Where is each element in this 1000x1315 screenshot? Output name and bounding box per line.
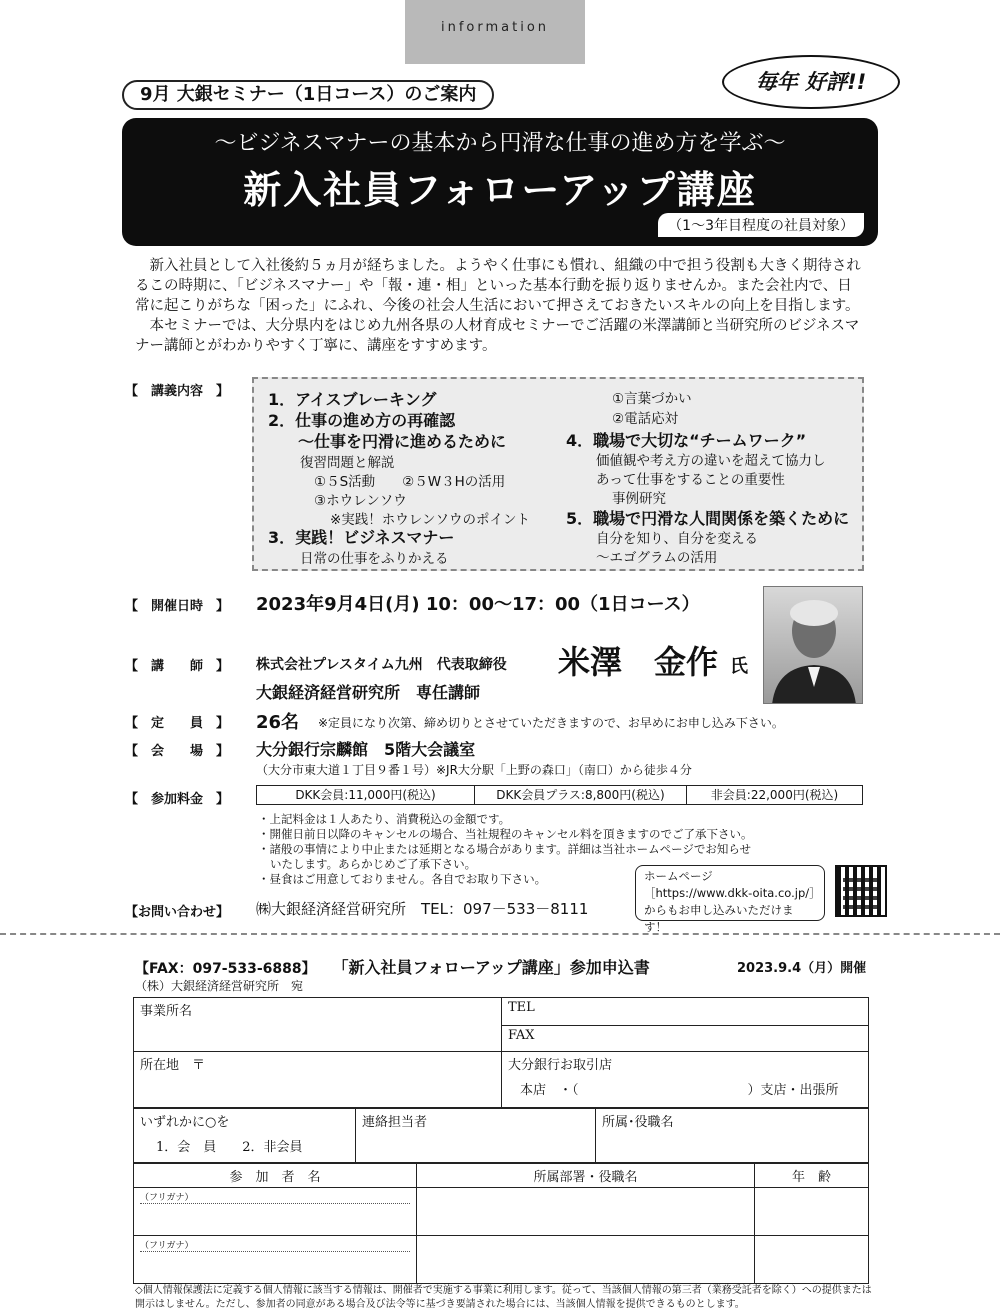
content-item-r2: ②電話応対 (612, 411, 679, 427)
note-3b: いたします。あらかじめご了承下さい。 (270, 857, 477, 871)
lecturer-honorific: 氏 (730, 656, 748, 677)
title-banner (122, 118, 878, 246)
participant-row (134, 1236, 869, 1284)
participant-name-field[interactable] (134, 1236, 417, 1284)
note-1: ・上記料金は１人あたり、消費税込の金額です。 (258, 812, 511, 826)
note-4: ・昼食はご用意しておりません。各自でお取り下さい。 (258, 872, 547, 886)
lecture-content-box (252, 377, 864, 571)
content-item-2-c: ③ホウレンソウ (314, 493, 407, 509)
application-form-contact (133, 1108, 869, 1163)
content-item-5: 5．職場で円滑な人間関係を築くために (566, 509, 850, 528)
intro-text (135, 256, 865, 356)
person-silhouette-icon (764, 587, 863, 704)
homepage-bubble (635, 865, 825, 934)
note-3: ・諸般の事情により中止または延期となる場合があります。詳細は当社ホームページでお知らせ (258, 842, 751, 856)
fee-non-member: 非会員:22,000円(税込) (710, 788, 839, 802)
company-field[interactable] (134, 998, 502, 1052)
inquiry-contact: ㈱大銀経済経営研究所 TEL：097－533－8111 (256, 900, 589, 918)
content-item-2-sub: ～仕事を円滑に進めるために (298, 432, 507, 451)
label-venue: 【 会 場 】 (125, 744, 230, 759)
hp-line-3: からもお申し込みいただけます！ (644, 903, 794, 934)
furigana-label: （フリガナ） (140, 1190, 410, 1204)
content-item-3-a: 日常の仕事をふりかえる (300, 551, 449, 567)
dept-label: 所属･役職名 (602, 1115, 674, 1130)
content-item-2-d: ※実践！ホウレンソウのポイント (330, 512, 530, 528)
form-date: 2023.9.4（月）開催 (737, 961, 867, 976)
content-item-2-b: ①５S活動 ②５W３Hの活用 (314, 474, 506, 490)
participant-dept-field[interactable] (417, 1188, 755, 1236)
label-date: 【 開催日時 】 (125, 599, 230, 614)
membership-question: いずれかに○を (140, 1115, 230, 1130)
information-tab (405, 0, 585, 64)
furigana-label: （フリガナ） (140, 1238, 410, 1252)
capacity-note: ※定員になり次第、締め切りとさせていただきますので、お早めにお申し込み下さい。 (318, 716, 784, 730)
address-label: 所在地 〒 (140, 1058, 206, 1073)
bank-field[interactable] (502, 1052, 869, 1108)
lecturer-company: 株式会社プレスタイム九州 代表取締役 (256, 657, 507, 673)
content-item-4-c: 事例研究 (612, 491, 666, 507)
bank-label: 大分銀行お取引店 (508, 1058, 613, 1073)
lecturer-photo (763, 586, 863, 704)
title-target: （1～3年目程度の社員対象） (658, 213, 864, 237)
hp-url[interactable]: ［https://www.dkk-oita.co.jp/］ (644, 886, 821, 900)
privacy-notice: ◇個人情報保護法に定義する個人情報に該当する情報は、開催者で実施する事業に利用します。従って、当該個人情報の第三者（業務受託者を除く）への提供または開示はしません。ただし、参加者の同意がある場合及び法令等に基づき要請された場合には、当該個人情報を提供できるものとします。 (135, 1285, 872, 1310)
content-item-2: 2．仕事の進め方の再確認 (268, 411, 456, 430)
form-recipient: （株）大銀経済経営研究所 宛 (135, 979, 304, 993)
address-field[interactable] (134, 1052, 502, 1108)
contact-label: 連絡担当者 (362, 1115, 428, 1130)
event-date: 2023年9月4日(月) 10：00～17：00（1日コース） (256, 594, 700, 615)
content-item-3: 3．実践！ビジネスマナー (268, 528, 455, 547)
col-name-header: 参 加 者 名 (134, 1164, 417, 1188)
content-item-2-a: 復習問題と解説 (300, 455, 395, 471)
form-header (135, 955, 650, 978)
participant-table (133, 1163, 869, 1284)
cut-line-divider (0, 933, 1000, 935)
form-title: 「新入社員フォローアップ講座」参加申込書 (332, 958, 650, 977)
branch-label: 本店 ・（ ）支店・出張所 (520, 1083, 839, 1098)
form-fax: 【FAX：097-533-6888】 (135, 961, 316, 977)
contact-field[interactable] (356, 1109, 596, 1163)
hp-line-1: ホームページ (644, 869, 713, 883)
intro-paragraph-2: 本セミナーでは、大分県内をはじめ九州各県の人材育成セミナーでご活躍の米澤講師と当研究所のビジネスマナー講師とがわかりやすく丁寧に、講座をすすめます。 (135, 318, 860, 354)
note-2: ・開催日前日以降のキャンセルの場合、当社規程のキャンセル料を頂きますのでご了承下さい。 (258, 827, 753, 841)
content-item-4: 4．職場で大切な“チームワーク” (566, 431, 807, 450)
information-label: information (440, 20, 550, 35)
participant-dept-field[interactable] (417, 1236, 755, 1284)
intro-paragraph-1: 新入社員として入社後約５ヵ月が経ちました。ようやく仕事にも慣れ、組織の中で担う役割も大きく期待されるこの時期に、「ビジネスマナー」や「報・連・相」といった基本行動を振り返りませんか。また会社内で、日常に起こりがちな「困った」にふれ、今後の社会人生活において押さえておきたいスキルの向上を目指します。 (135, 258, 861, 314)
col-age-header: 年 齢 (755, 1164, 869, 1188)
qr-code-icon[interactable] (835, 865, 887, 917)
content-item-4-a: 価値観や考え方の違いを超えて協力し (596, 453, 826, 469)
seminar-pill: 9月 大銀セミナー（1日コース）のご案内 (122, 80, 494, 110)
fax-label: FAX (508, 1028, 535, 1043)
label-fee: 【 参加料金 】 (125, 792, 230, 807)
fee-table (256, 785, 863, 805)
col-dept-header: 所属部署・役職名 (417, 1164, 755, 1188)
tel-label: TEL (508, 1000, 535, 1015)
lecturer-role: 大銀経済経営研究所 専任講師 (256, 683, 481, 702)
capacity-value: 26名 (256, 712, 300, 733)
title-subtitle: ～ビジネスマナーの基本から円滑な仕事の進め方を学ぶ～ (214, 131, 786, 156)
venue-name: 大分銀行宗麟館 5階大会議室 (256, 740, 476, 759)
lecturer-name: 米澤 金作 (558, 643, 719, 681)
content-item-5-b: ～エゴグラムの活用 (596, 550, 718, 566)
participant-name-field[interactable] (134, 1188, 417, 1236)
membership-options: 1．会 員 2．非会員 (156, 1140, 303, 1155)
membership-field[interactable] (134, 1109, 356, 1163)
participant-row (134, 1188, 869, 1236)
label-inquiry: 【お問い合わせ】 (125, 905, 230, 920)
content-item-5-a: 自分を知り、自分を変える (596, 531, 758, 547)
content-item-4-b: あって仕事をすることの重要性 (596, 472, 785, 488)
fee-member-plus: DKK会員プラス:8,800円(税込) (475, 786, 687, 804)
label-lecturer: 【 講 師 】 (125, 659, 230, 674)
popular-badge: 毎年 好評!! (722, 55, 900, 109)
venue-address: （大分市東大道１丁目９番１号）※JR大分駅「上野の森口」（南口）から徒歩４分 (256, 763, 692, 777)
fax-field[interactable] (502, 1026, 869, 1052)
participant-age-field[interactable] (755, 1188, 869, 1236)
page-title: 新入社員フォローアップ講座 (243, 168, 757, 212)
content-item-1: 1．アイスブレーキング (268, 390, 437, 409)
application-form-top (133, 997, 869, 1108)
label-content: 【 講義内容 】 (125, 384, 230, 399)
tel-field[interactable] (502, 998, 869, 1026)
content-item-r1: ①言葉づかい (612, 391, 692, 407)
fee-member: DKK会員:11,000円(税込) (257, 786, 475, 804)
company-label: 事業所名 (140, 1004, 193, 1019)
participant-age-field[interactable] (755, 1236, 869, 1284)
label-capacity: 【 定 員 】 (125, 716, 230, 731)
dept-field[interactable] (596, 1109, 869, 1163)
